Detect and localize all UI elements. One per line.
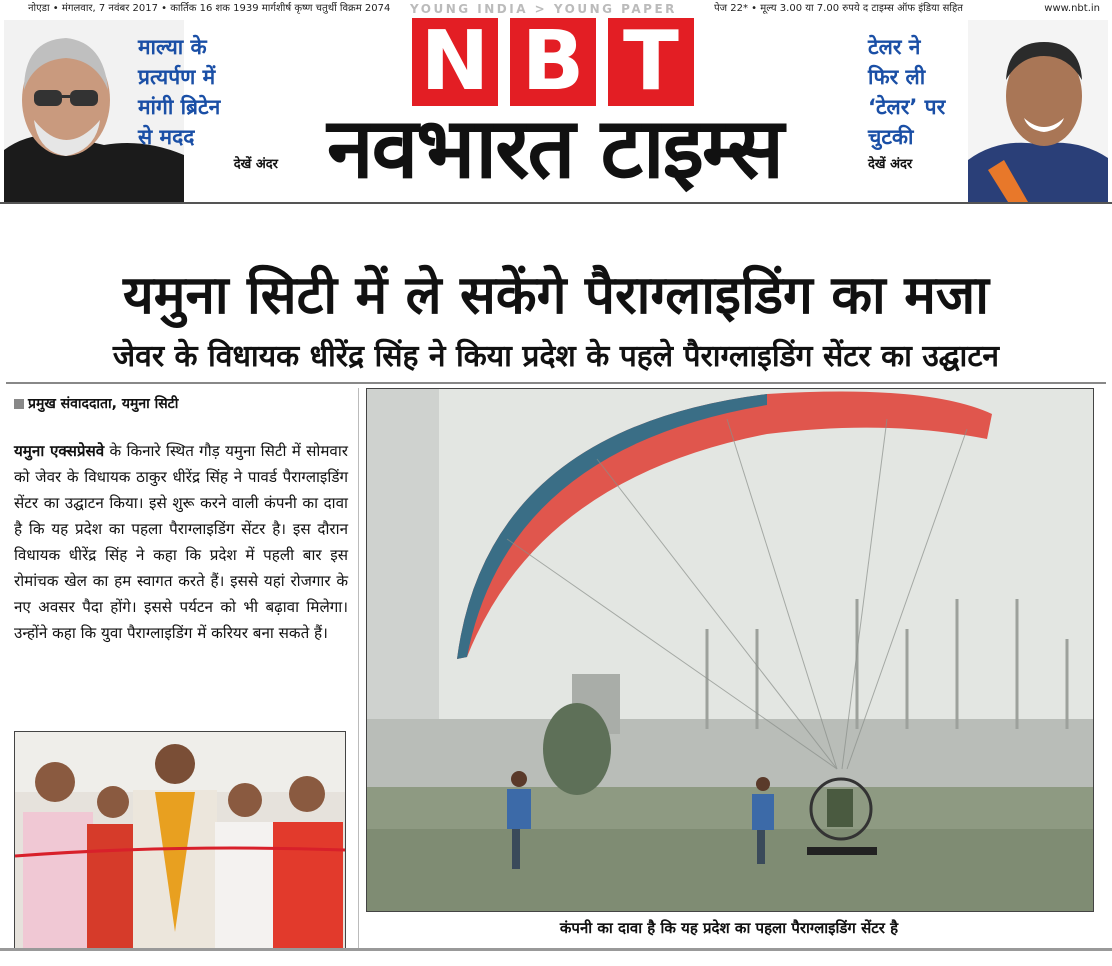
teaser-right-line: चुटकी bbox=[868, 125, 914, 149]
bottom-rule bbox=[0, 948, 1112, 951]
byline-text: प्रमुख संवाददाता, यमुना सिटी bbox=[28, 396, 179, 412]
teaser-right[interactable] bbox=[868, 32, 978, 172]
article-subheadline: जेवर के विधायक धीरेंद्र सिंह ने किया प्रदेश के पहले पैराग्लाइडिंग सेंटर का उद्घाटन bbox=[112, 339, 1000, 374]
headline-rule bbox=[6, 382, 1106, 384]
ribbon-cutting-photo[interactable] bbox=[14, 731, 346, 949]
teaser-left[interactable] bbox=[138, 32, 278, 172]
bullet-square-icon bbox=[14, 399, 24, 409]
teaser-right-line: फिर ली bbox=[868, 65, 926, 89]
teaser-right-line: टेलर ने bbox=[868, 35, 921, 59]
paraglider-photo-icon bbox=[367, 389, 1093, 911]
site-url[interactable]: www.nbt.in bbox=[1044, 3, 1100, 14]
column-divider bbox=[358, 388, 359, 948]
article-body-text: के किनारे स्थित गौड़ यमुना सिटी में सोमवार को जेवर के विधायक ठाकुर धीरेंद्र सिंह ने पावर्ड पैराग्लाइडिंग सेंटर का उद्घाटन किया। इसे शुरू करने वाली कंपनी का दावा है कि यह प्रदेश का पहला पैराग्लाइडिंग सेंटर है। इस दौरान विधायक धीरेंद्र सिंह ने कहा कि प्रदेश में पहली बार इस रोमांचक खेल का हम स्वागत करते हैं। इससे यहां रोजगार के नए अवसर पैदा होंगे। इससे पर्यटन को भी बढ़ावा मिलेगा। उन्होंने कहा कि युवा पैराग्लाइडिंग में करियर बना सकते हैं। bbox=[14, 442, 349, 642]
teaser-right-see-inside: देखें अंदर bbox=[868, 157, 913, 172]
paragliding-photo[interactable] bbox=[366, 388, 1094, 912]
price-info: पेज 22* • मूल्य 3.00 या 7.00 रुपये द टाइम्स ऑफ इंडिया सहित bbox=[714, 3, 963, 14]
tagline: YOUNG INDIA > YOUNG PAPER bbox=[410, 2, 677, 16]
article-headline: यमुना सिटी में ले सकेंगे पैराग्लाइडिंग का मजा bbox=[123, 265, 989, 326]
logo-letter-b: B bbox=[510, 18, 596, 106]
teaser-left-see-inside: देखें अंदर bbox=[233, 157, 278, 172]
masthead-divider bbox=[0, 202, 1112, 204]
photo-caption: कंपनी का दावा है कि यह प्रदेश का पहला पैराग्लाइडिंग सेंटर है bbox=[559, 919, 899, 937]
logo-letter-t: T bbox=[608, 18, 694, 106]
teaser-left-line: मांगी ब्रिटेन bbox=[138, 95, 221, 119]
teaser-left-line: से मदद bbox=[138, 125, 195, 149]
teaser-left-line: माल्या के bbox=[138, 35, 207, 59]
teaser-left-line: प्रत्यर्पण में bbox=[138, 65, 216, 89]
person-portrait-icon bbox=[968, 20, 1108, 202]
article-lead: यमुना एक्सप्रेसवे bbox=[14, 442, 105, 460]
taylor-photo[interactable] bbox=[968, 20, 1108, 202]
byline bbox=[14, 394, 178, 413]
dateline: नोएडा • मंगलवार, 7 नवंबर 2017 • कार्तिक 16 शक 1939 मार्गशीर्ष कृष्ण चतुर्थी विक्रम 2074 bbox=[28, 3, 391, 14]
masthead-title: नवभारत टाइम्स bbox=[326, 99, 783, 197]
inauguration-photo-icon bbox=[15, 732, 345, 948]
article-body bbox=[14, 438, 348, 646]
logo-letter-n: N bbox=[412, 18, 498, 106]
teaser-right-line: ‘टेलर’ पर bbox=[868, 95, 946, 119]
